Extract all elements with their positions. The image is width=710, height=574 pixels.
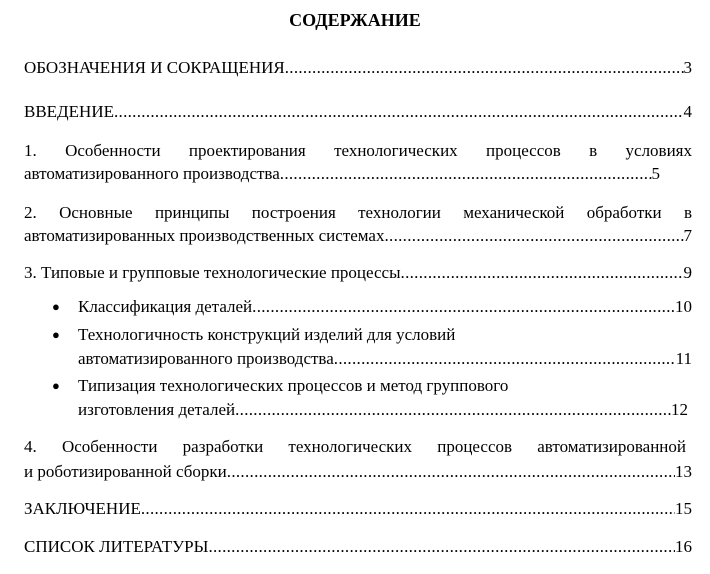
toc-entry-label: 3. Типовые и групповые технологические процессы	[24, 263, 401, 282]
toc-page-number: 15	[675, 499, 692, 518]
toc-subentry-3-line2	[78, 399, 688, 421]
toc-leader-dots	[285, 57, 684, 79]
toc-subentry-2-line1: Технологичность конструкций изделий для условий	[78, 325, 456, 344]
toc-entry-section-4-line2	[24, 461, 692, 483]
toc-title: СОДЕРЖАНИЕ	[289, 10, 421, 30]
toc-entry-label: Классификация деталей	[78, 297, 253, 316]
toc-leader-dots	[280, 163, 652, 185]
toc-entry-label: ОБОЗНАЧЕНИЯ И СОКРАЩЕНИЯ	[24, 58, 285, 77]
toc-entry-label: автоматизированного производства	[78, 349, 334, 368]
toc-leader-dots	[141, 498, 675, 520]
toc-entry-section-2-line2	[24, 225, 692, 247]
toc-leader-dots	[208, 536, 675, 558]
toc-entry-label: изготовления деталей	[78, 400, 236, 419]
toc-page-number: 12	[671, 400, 688, 419]
toc-leader-dots	[384, 225, 683, 247]
toc-subentry-2-line2	[78, 348, 692, 370]
toc-page-number: 3	[683, 58, 692, 77]
toc-entry-references	[24, 536, 692, 558]
toc-leader-dots	[334, 348, 676, 370]
bullet-icon: ●	[52, 327, 60, 342]
toc-subentry-1	[78, 296, 692, 318]
toc-entry-section-2-line1: 2. Основные принципы построения технологии механической обработки в	[24, 203, 692, 222]
bullet-icon: ●	[52, 378, 60, 393]
toc-leader-dots	[114, 101, 684, 123]
toc-entry-label: СПИСОК ЛИТЕРАТУРЫ	[24, 537, 209, 556]
toc-leader-dots	[252, 296, 675, 318]
toc-entry-section-4-line1: 4. Особенности разработки технологических процессов автоматизированной	[24, 437, 686, 456]
toc-page-number: 5	[651, 164, 660, 183]
toc-page-number: 4	[683, 102, 692, 121]
bullet-icon: ●	[52, 299, 60, 314]
toc-leader-dots	[401, 262, 684, 284]
toc-entry-section-1-line2	[24, 163, 660, 185]
toc-entry-label: ЗАКЛЮЧЕНИЕ	[24, 499, 141, 518]
toc-page-number: 7	[683, 226, 692, 245]
toc-page-number: 13	[675, 462, 692, 481]
toc-entry-section-3	[24, 262, 692, 284]
toc-leader-dots	[235, 399, 671, 421]
toc-entry-label: автоматизированных производственных системах	[24, 226, 385, 245]
toc-entry-section-1-line1: 1. Особенности проектирования технологических процессов в условиях	[24, 141, 692, 160]
toc-subentry-3-line1: Типизация технологических процессов и метод группового	[78, 376, 509, 395]
toc-entry-conclusion	[24, 498, 692, 520]
toc-page-number: 9	[683, 263, 692, 282]
toc-entry-label: автоматизированного производства	[24, 164, 280, 183]
toc-leader-dots	[227, 461, 675, 483]
toc-entry-label: и роботизированной сборки	[24, 462, 227, 481]
toc-page-number: 16	[675, 537, 692, 556]
toc-entry-label: ВВЕДЕНИЕ	[24, 102, 114, 121]
toc-entry-abbreviations	[24, 57, 692, 79]
toc-page-number: 10	[675, 297, 692, 316]
toc-page-number: 11	[675, 349, 692, 368]
toc-entry-introduction	[24, 101, 692, 123]
